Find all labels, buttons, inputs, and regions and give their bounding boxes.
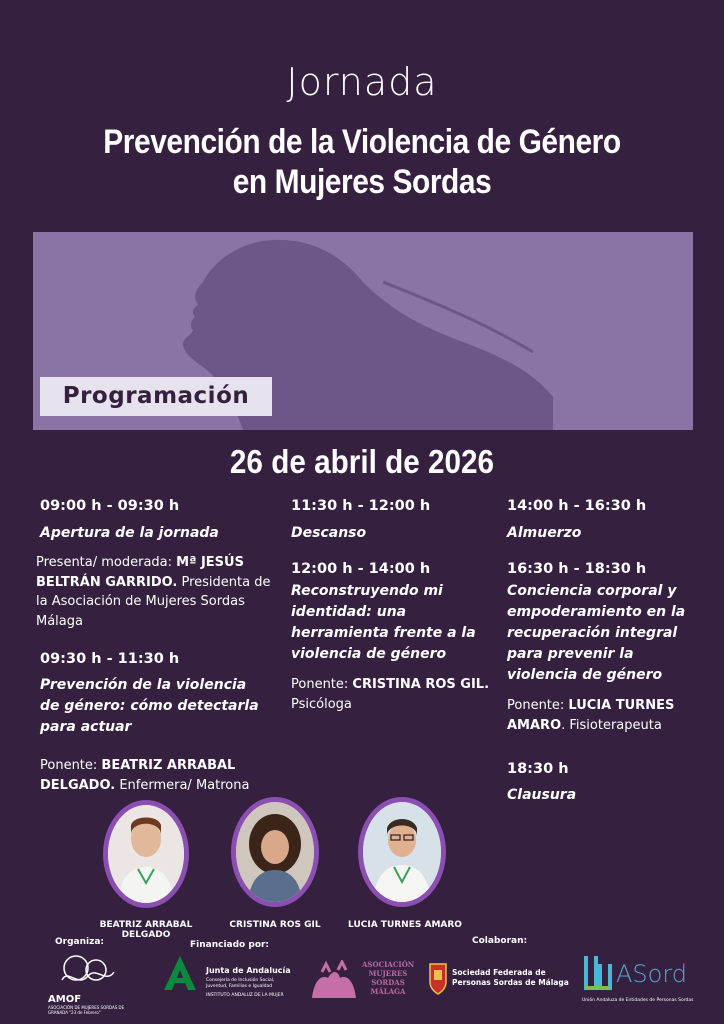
financiado-label: Financiado por: xyxy=(190,940,270,950)
junta-sub-2: Juventud, Familias e Igualdad xyxy=(206,984,273,989)
event-title-line2: en Mujeres Sordas xyxy=(232,163,492,201)
junta-andalucia-icon xyxy=(160,952,200,992)
sfps-logo xyxy=(428,960,578,1010)
slot-title: Almuerzo xyxy=(507,525,582,541)
slot-time: 18:30 h xyxy=(507,761,569,777)
amsm-figures-icon xyxy=(308,960,360,1000)
amsm-line-4: MÁLAGA xyxy=(370,987,406,996)
desc-prefix: Ponente: xyxy=(40,758,102,773)
sponsor-logos xyxy=(40,950,724,1024)
desc-name: Mª JESÚS BELTRÁN GARRIDO. xyxy=(36,555,244,590)
event-date: 26 de abril de 2026 xyxy=(229,443,495,480)
sfps-text xyxy=(452,968,569,988)
desc-suffix: Presidenta de la Asociación de Mujeres Sordas Málaga xyxy=(36,574,271,629)
amsm-logo xyxy=(308,956,426,1016)
malaga-shield-icon xyxy=(428,960,448,996)
programacion-label: Programación xyxy=(40,377,272,416)
slot-time: 09:30 h - 11:30 h xyxy=(40,651,180,667)
schedule-column-left xyxy=(36,498,280,795)
speaker-photo-beatriz xyxy=(103,800,189,908)
desc-name: LUCIA TURNES AMARO xyxy=(507,698,675,733)
speaker-photo-lucia xyxy=(358,797,446,907)
slot-description xyxy=(507,696,707,735)
avatar xyxy=(108,805,184,903)
junta-sub xyxy=(206,978,284,999)
amsm-line-1: ASOCIACIÓN xyxy=(362,960,415,969)
desc-suffix: . Fisioterapeuta xyxy=(561,717,662,733)
speaker-photo-cristina xyxy=(231,797,319,907)
slot-title: Apertura de la jornada xyxy=(40,525,219,541)
slot-time: 11:30 h - 12:00 h xyxy=(291,498,431,514)
organiza-label: Organiza: xyxy=(55,937,105,947)
desc-suffix: Enfermera/ Matrona xyxy=(115,777,250,793)
amof-hands-icon xyxy=(48,950,130,994)
speaker-caption: LUCIA TURNES AMARO xyxy=(348,920,462,930)
asord-name: ASord xyxy=(616,960,688,988)
schedule-column-middle xyxy=(291,498,491,714)
amsm-line-3: SORDAS xyxy=(371,978,405,987)
amsm-line-2: MUJERES xyxy=(368,969,408,978)
junta-sub-3: INSTITUTO ANDALUZ DE LA MUJER xyxy=(206,993,284,998)
slot-title: Clausura xyxy=(507,787,577,803)
event-title-line1: Prevención de la Violencia de Género xyxy=(103,123,621,161)
event-title xyxy=(43,122,680,202)
junta-sub-1: Consejería de Inclusión Social, xyxy=(206,978,275,983)
slot-title: Prevención de la violencia de género: cómo detectarla para actuar xyxy=(40,677,259,735)
slot-description xyxy=(291,675,491,714)
avatar xyxy=(236,802,314,902)
slot-time: 09:00 h - 09:30 h xyxy=(40,498,180,514)
amof-logo xyxy=(48,950,130,1020)
slot-time: 12:00 h - 14:00 h xyxy=(291,561,431,577)
desc-name: CRISTINA ROS GIL. xyxy=(352,677,490,692)
slot-time: 16:30 h - 18:30 h xyxy=(507,561,647,577)
slot-title: Conciencia corporal y empoderamiento en la recuperación integral para prevenir la violencia de género xyxy=(507,583,686,683)
desc-prefix: Ponente: xyxy=(507,698,569,713)
slot-title: Reconstruyendo mi identidad: una herramienta frente a la violencia de género xyxy=(291,583,476,662)
sfps-line-1: Sociedad Federada de xyxy=(452,968,546,977)
speaker-caption: CRISTINA ROS GIL xyxy=(229,920,321,930)
amsm-text xyxy=(362,960,414,996)
junta-name: Junta de Andalucía xyxy=(206,966,291,975)
colaboran-label: Colaboran: xyxy=(472,936,528,946)
junta-andalucia-logo xyxy=(160,950,310,1020)
jornada-heading: Jornada xyxy=(286,60,438,104)
asord-logo xyxy=(582,950,724,1020)
slot-description xyxy=(40,756,265,795)
asord-sub: Unión Andaluza de Entidades de Personas Sordas xyxy=(582,998,694,1003)
amof-logo-sub: ASOCIACIÓN DE MUJERES SORDAS DE GRANADA "23 de Febrero" xyxy=(48,1005,125,1015)
sfps-line-2: Personas Sordas de Málaga xyxy=(452,978,569,987)
schedule-column-right xyxy=(507,498,707,806)
desc-prefix: Presenta/ moderada: xyxy=(36,555,177,570)
amof-logo-text: AMOF xyxy=(48,994,82,1005)
asord-mark-icon xyxy=(582,952,618,994)
desc-suffix: Psicóloga xyxy=(291,696,352,712)
avatar xyxy=(363,802,441,902)
desc-prefix: Ponente: xyxy=(291,677,353,692)
slot-description xyxy=(36,553,276,631)
desc-name: BEATRIZ ARRABAL DELGADO. xyxy=(40,758,236,793)
slot-title: Descanso xyxy=(291,525,367,541)
slot-time: 14:00 h - 16:30 h xyxy=(507,498,647,514)
speaker-caption: BEATRIZ ARRABAL DELGADO xyxy=(99,920,193,940)
